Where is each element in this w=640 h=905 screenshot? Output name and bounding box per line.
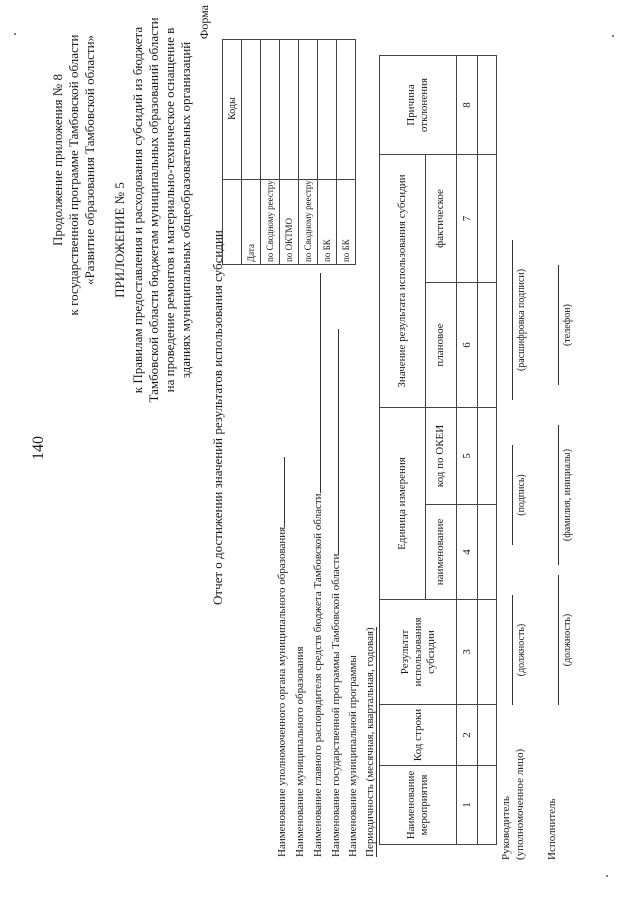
col-header-result: Результат использования субсидии bbox=[380, 600, 457, 705]
continuation-header-line1: Продолжение приложения № 8 bbox=[50, 74, 65, 246]
appendix-line: зданиях муниципальных общеобразовательных организаций bbox=[178, 41, 193, 379]
head-sub-label: (уполномоченное лицо) bbox=[514, 748, 526, 860]
appendix-title: ПРИЛОЖЕНИЕ № 5 bbox=[112, 182, 127, 298]
col-number: 4 bbox=[457, 505, 478, 600]
col-number: 5 bbox=[457, 408, 478, 505]
head-signature-line bbox=[512, 445, 513, 545]
field-chief-administrator: Наименование главного распорядителя средств бюджета Тамбовской области bbox=[312, 273, 324, 857]
table-empty-cell bbox=[478, 766, 497, 845]
continuation-header-line3: «Развитие образования Тамбовской области» bbox=[82, 34, 97, 286]
col-header-unit-group: Единица измерения bbox=[380, 408, 426, 600]
col-number: 3 bbox=[457, 600, 478, 705]
codes-table bbox=[222, 39, 356, 265]
codes-value-cell bbox=[261, 40, 280, 180]
head-label: Руководитель bbox=[500, 796, 512, 860]
executor-phone-line bbox=[558, 265, 559, 385]
col-header-unit-name: наименование bbox=[425, 505, 456, 600]
codes-row-label: по Сводному реестру bbox=[299, 180, 318, 265]
codes-value-cell bbox=[318, 40, 337, 180]
head-decoding-line bbox=[512, 240, 513, 400]
table-empty-cell bbox=[478, 155, 497, 283]
codes-value-cell bbox=[280, 40, 299, 180]
codes-header: Коды bbox=[223, 40, 242, 180]
col-header-value-group: Значение результата использования субсидии bbox=[380, 155, 426, 408]
field-municipality: Наименование муниципального образования bbox=[294, 646, 306, 857]
field-periodicity: Периодичность (месячная, квартальная, годовая) bbox=[364, 627, 376, 857]
codes-row-label: по БК bbox=[318, 180, 337, 265]
codes-row-label: Дата bbox=[242, 180, 261, 265]
field-underline bbox=[338, 329, 339, 554]
col-number: 6 bbox=[457, 283, 478, 408]
codes-row-label: по БК bbox=[337, 180, 356, 265]
col-header-unit-okei: код по ОКЕИ bbox=[425, 408, 456, 505]
scan-speck bbox=[606, 875, 608, 877]
col-header-planned: плановое bbox=[425, 283, 456, 408]
executor-position-caption: (должность) bbox=[562, 613, 573, 667]
appendix-line: Тамбовской области бюджетам муниципальных образований области bbox=[146, 17, 161, 403]
executor-position-line bbox=[558, 575, 559, 705]
field-municipal-program: Наименование муниципальной программы bbox=[347, 655, 359, 857]
table-empty-cell bbox=[478, 408, 497, 505]
col-number: 1 bbox=[457, 766, 478, 845]
col-header-actual: фактическое bbox=[425, 155, 456, 283]
col-number: 8 bbox=[457, 56, 478, 155]
col-number: 2 bbox=[457, 705, 478, 766]
head-position-caption: (должность) bbox=[516, 623, 527, 677]
form-label: Форма bbox=[197, 5, 211, 40]
field-authorized-body: Наименование уполномоченного органа муниципального образования bbox=[276, 457, 288, 857]
table-empty-cell bbox=[478, 600, 497, 705]
scan-speck bbox=[612, 35, 614, 37]
table-empty-cell bbox=[478, 283, 497, 408]
codes-value-cell bbox=[299, 40, 318, 180]
col-header-line-code: Код строки bbox=[380, 705, 457, 766]
results-table bbox=[379, 55, 497, 845]
col-number: 7 bbox=[457, 155, 478, 283]
page-number: 140 bbox=[30, 436, 47, 460]
table-empty-cell bbox=[478, 56, 497, 155]
field-underline bbox=[284, 457, 285, 527]
executor-name-line bbox=[558, 425, 559, 565]
appendix-line: к Правилам предоставления и расходования субсидий из бюджета bbox=[130, 26, 145, 394]
head-decoding-caption: (расшифровка подписи) bbox=[516, 268, 527, 372]
codes-value-cell bbox=[242, 40, 261, 180]
head-signature-caption: (подпись) bbox=[516, 474, 527, 516]
continuation-header-line2: к государственной программе Тамбовской области bbox=[66, 34, 81, 316]
codes-value-cell bbox=[337, 40, 356, 180]
appendix-line: на проведение ремонтов и материально-техническое оснащение в bbox=[162, 27, 177, 393]
executor-name-caption: (фамилия, инициалы) bbox=[562, 448, 573, 542]
field-underline bbox=[320, 273, 321, 493]
scan-speck bbox=[14, 33, 16, 35]
col-header-reason: Причина отклонения bbox=[380, 56, 457, 155]
head-position-line bbox=[512, 595, 513, 705]
codes-row-label: по Сводному реестру bbox=[261, 180, 280, 265]
table-empty-cell bbox=[478, 705, 497, 766]
col-header-event: Наименование мероприятия bbox=[380, 766, 457, 845]
field-state-program: Наименование государственной программы Тамбовской области bbox=[330, 329, 342, 857]
report-title: Отчет о достижении значений результатов использования субсидии bbox=[210, 230, 225, 605]
executor-label: Исполнитель bbox=[546, 798, 558, 860]
executor-phone-caption: (телефон) bbox=[562, 304, 573, 346]
table-empty-cell bbox=[478, 505, 497, 600]
codes-row-label: по ОКТМО bbox=[280, 180, 299, 265]
